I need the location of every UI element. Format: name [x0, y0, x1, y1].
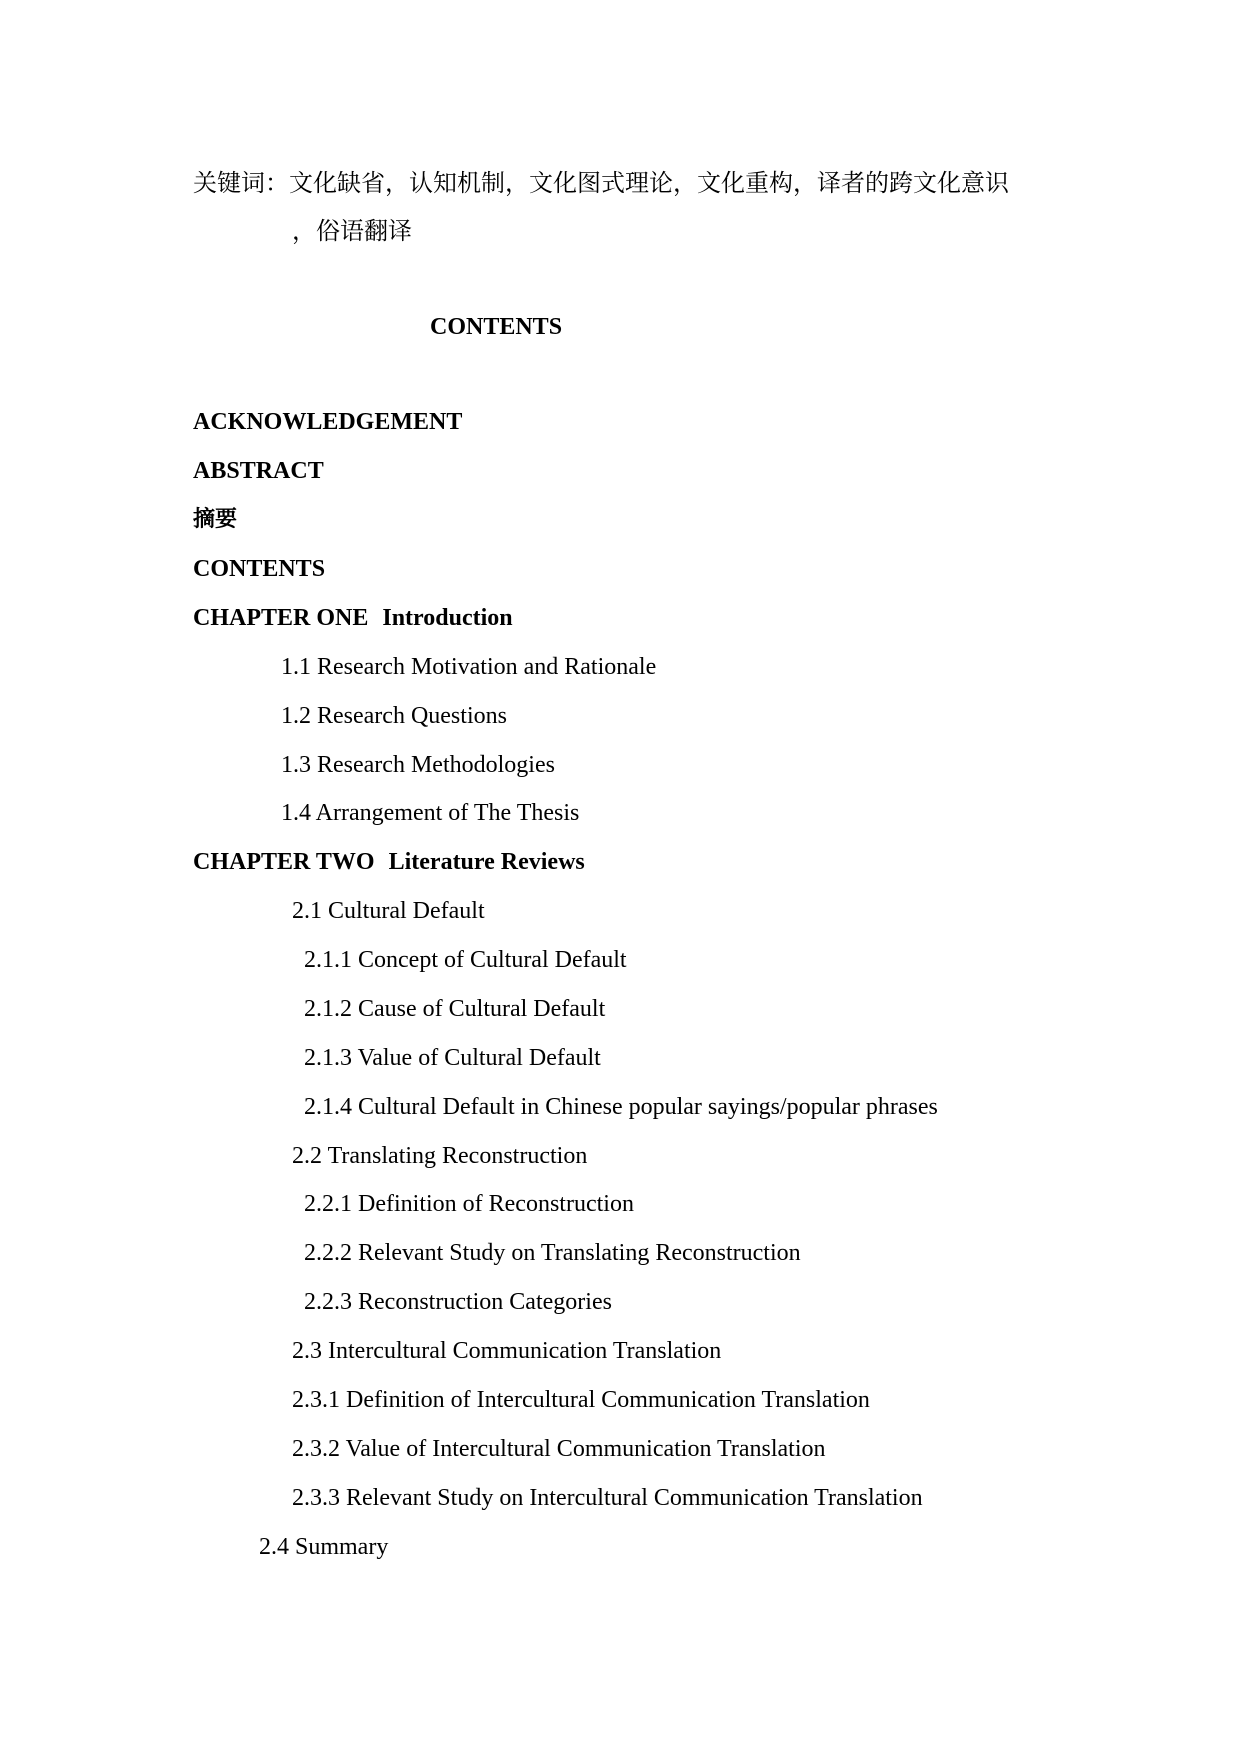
toc-entry-2-1-1: 2.1.1 Concept of Cultural Default [304, 947, 627, 973]
toc-entry-2-2: 2.2 Translating Reconstruction [292, 1143, 588, 1169]
toc-entry-2-3: 2.3 Intercultural Communication Translation [292, 1338, 722, 1364]
toc-entry-2-4: 2.4 Summary [259, 1534, 389, 1560]
chapter-one-number: CHAPTER ONE [193, 605, 369, 631]
toc-title: CONTENTS [430, 314, 563, 340]
toc-entry-contents: CONTENTS [193, 556, 326, 582]
toc-chapter-two [193, 846, 585, 878]
toc-entry-1-2: 1.2 Research Questions [281, 703, 507, 729]
toc-entry-chinese-abstract: 摘要 [193, 507, 238, 532]
toc-entry-1-4: 1.4 Arrangement of The Thesis [281, 800, 580, 826]
toc-entry-2-3-2: 2.3.2 Value of Intercultural Communication Translation [292, 1436, 826, 1462]
toc-entry-2-2-2: 2.2.2 Relevant Study on Translating Reconstruction [304, 1240, 801, 1266]
toc-entry-abstract: ABSTRACT [193, 458, 324, 484]
toc-chapter-one [193, 602, 513, 634]
chapter-one-title: Introduction [382, 605, 513, 631]
keywords-line-2: ，俗语翻译 [292, 219, 412, 245]
chapter-two-number: CHAPTER TWO [193, 849, 375, 875]
toc-entry-2-3-3: 2.3.3 Relevant Study on Intercultural Communication Translation [292, 1485, 923, 1511]
toc-entry-1-1: 1.1 Research Motivation and Rationale [281, 654, 657, 680]
toc-entry-2-2-3: 2.2.3 Reconstruction Categories [304, 1289, 612, 1315]
toc-entry-1-3: 1.3 Research Methodologies [281, 752, 555, 778]
toc-entry-2-1-4: 2.1.4 Cultural Default in Chinese popular sayings/popular phrases [304, 1094, 938, 1120]
chapter-two-title: Literature Reviews [388, 849, 585, 875]
keywords-text-1: 文化缺省，认知机制，文化图式理论，文化重构，译者的跨文化意识 [289, 171, 1009, 197]
toc-entry-2-1: 2.1 Cultural Default [292, 898, 485, 924]
keywords-label: 关键词： [193, 171, 289, 197]
toc-entry-2-1-3: 2.1.3 Value of Cultural Default [304, 1045, 601, 1071]
toc-entry-2-3-1: 2.3.1 Definition of Intercultural Communication Translation [292, 1387, 870, 1413]
toc-entry-2-2-1: 2.2.1 Definition of Reconstruction [304, 1191, 634, 1217]
toc-entry-acknowledgement: ACKNOWLEDGEMENT [193, 409, 463, 435]
toc-entry-2-1-2: 2.1.2 Cause of Cultural Default [304, 996, 606, 1022]
